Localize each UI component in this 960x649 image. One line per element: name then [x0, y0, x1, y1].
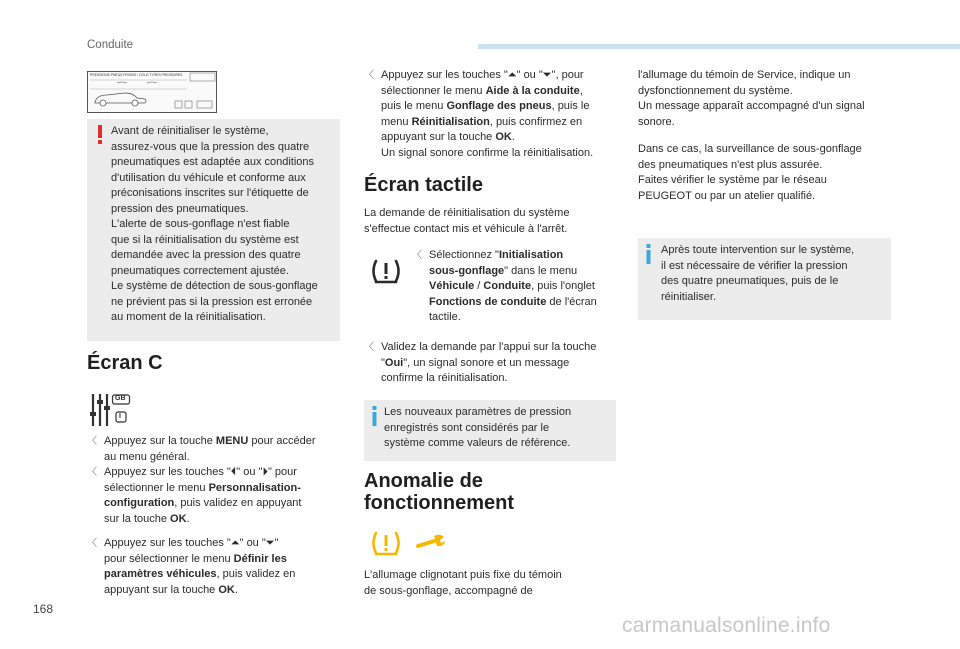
screen-c-steps-2	[87, 536, 342, 598]
tyre-pressure-warning-icon	[370, 258, 402, 286]
info-bar-icon	[646, 244, 651, 264]
step	[87, 434, 342, 465]
warning-line: demandée avec la pression des quatre	[111, 249, 301, 261]
text: Appuyez sur les touches "⏴" ou "⏵" pour	[104, 466, 297, 478]
warning-line: pneumatiques est adaptée aux conditions	[111, 156, 315, 168]
tab-name: Fonctions de conduite	[429, 295, 547, 308]
heading-line: fonctionnement	[364, 492, 514, 514]
screen-c-steps-1	[87, 434, 342, 527]
heading-ecran-c: Écran C	[87, 352, 163, 374]
text: de l'écran	[546, 295, 597, 308]
text: .	[186, 512, 190, 525]
text: Un signal sonore confirme la réinitialisation.	[381, 146, 594, 159]
key-menu: MENU	[215, 435, 249, 447]
heading-anomalie	[364, 470, 514, 514]
step-arrow-icon: 〈︎	[412, 250, 422, 261]
anomaly-text	[364, 568, 620, 599]
step-arrow-icon: 〈︎	[87, 538, 97, 549]
text: /	[474, 280, 484, 292]
menu-name: paramètres véhicules	[104, 568, 217, 580]
text: Appuyez sur les touches "⏶" ou "⏷"	[104, 537, 279, 549]
menu-name: Définir les	[233, 552, 287, 565]
key-ok: OK	[218, 583, 235, 596]
text: tactile.	[429, 311, 461, 323]
text: " dans le menu	[504, 264, 578, 277]
info-box	[364, 400, 616, 461]
warning-line: pneumatiques correctement ajustée.	[111, 264, 289, 277]
step	[364, 340, 622, 387]
text: des quatre pneumatiques, puis de le	[661, 275, 839, 287]
text: , puis confirmez en	[489, 115, 583, 128]
text: Validez la demande par l'appui sur la touche	[381, 341, 597, 353]
text: appuyant sur la touche	[381, 131, 496, 143]
menu-name: Initialisation	[498, 249, 564, 261]
tyre-pressure-label-image	[87, 71, 217, 113]
text: , puis validez en	[216, 568, 296, 580]
text: confirme la réinitialisation.	[381, 372, 508, 384]
text: Appuyez sur la touche	[104, 435, 216, 447]
menu-name: Conduite	[483, 280, 532, 292]
menu-name: configuration	[104, 497, 175, 509]
text: pour sélectionner le menu	[104, 552, 234, 565]
text: L'allumage clignotant puis fixe du témoin	[364, 569, 562, 581]
key-ok: OK	[170, 512, 187, 525]
text: dysfonctionnement du système.	[638, 84, 793, 97]
text: "	[381, 356, 385, 369]
text: , puis le	[551, 100, 590, 112]
warning-line: que si la réinitialisation du système est	[111, 233, 299, 246]
section-title: Conduite	[87, 39, 134, 51]
info-text	[384, 405, 614, 452]
text: Dans ce cas, la surveillance de sous-gonflage	[638, 143, 862, 155]
heading-ecran-tactile: Écran tactile	[364, 174, 483, 196]
info-text	[661, 243, 889, 305]
anomaly-advice	[638, 142, 898, 204]
touch-step	[412, 248, 622, 326]
warning-line: pression des pneumatiques.	[111, 202, 249, 215]
text: pour accéder	[248, 435, 316, 447]
info-bar-icon	[372, 406, 377, 426]
exclamation-icon	[96, 125, 104, 145]
anomaly-continued	[638, 68, 898, 130]
gb-label: GB	[115, 395, 126, 402]
text: sélectionner le menu	[381, 84, 486, 97]
warning-box	[87, 119, 340, 341]
text: Appuyez sur les touches "⏶" ou "⏷", pour	[381, 69, 584, 81]
page-number: 168	[33, 602, 54, 616]
menu-name: sous-gonflage	[429, 264, 505, 277]
text: réinitialiser.	[661, 290, 717, 303]
text: Un message apparaît accompagné d'un signal	[638, 100, 865, 112]
step-arrow-icon: 〈︎	[364, 342, 374, 353]
key-ok: OK	[495, 131, 512, 143]
text: il est nécessaire de vérifier la pression	[661, 259, 848, 272]
warning-line: d'utilisation du véhicule et conforme aux	[111, 171, 306, 184]
text: l'allumage du témoin de Service, indique un	[638, 69, 851, 81]
warning-line: Avant de réinitialiser le système,	[111, 125, 269, 137]
heading-line: Anomalie de	[364, 470, 483, 492]
text: ", un signal sonore et un message	[403, 356, 570, 369]
text: ,	[579, 84, 583, 97]
info-box-2	[638, 238, 891, 320]
text: système comme valeurs de référence.	[384, 437, 571, 449]
warning-line: Le système de détection de sous-gonflage	[111, 280, 318, 292]
menu-name: Personnalisation-	[208, 481, 301, 494]
text: La demande de réinitialisation du système	[364, 207, 570, 219]
menu-name: Gonflage des pneus	[446, 100, 552, 112]
warning-text	[111, 124, 339, 326]
i-label: I	[119, 413, 121, 420]
warning-line: ne prévient pas si la pression est erronée	[111, 295, 313, 308]
text: PEUGEOT ou par un atelier qualifié.	[638, 189, 816, 202]
menu-name: Aide à la conduite	[485, 84, 580, 97]
tyre-label-title: PRESSIONS PNEUS FROIDS / COLD TYRES PRESSURES	[90, 73, 183, 77]
text: , puis l'onglet	[531, 280, 595, 292]
step	[87, 465, 342, 527]
tyre-pressure-warning-icon-yellow	[370, 530, 402, 558]
menu-name: Véhicule	[429, 280, 475, 292]
validate-step	[364, 340, 622, 387]
watermark: carmanualsonline.info	[622, 614, 831, 637]
text: enregistrés sont considérés par le	[384, 421, 550, 434]
text: puis le menu	[381, 100, 447, 112]
sliders-menu-icon	[88, 392, 132, 428]
text: Faites vérifier le système par le réseau	[638, 174, 827, 186]
text: appuyant sur la touche	[104, 583, 219, 596]
step-arrow-icon: 〈︎	[87, 467, 97, 478]
text: des pneumatiques n'est plus assurée.	[638, 158, 823, 171]
touch-intro	[364, 206, 620, 237]
text: sur la touche	[104, 512, 171, 525]
text: sélectionner le menu	[104, 481, 209, 494]
menu-name: Réinitialisation	[411, 115, 490, 128]
driving-aid-step	[364, 68, 620, 161]
wrench-icon	[416, 532, 446, 552]
key-oui: Oui	[384, 356, 404, 369]
warning-line: L'alerte de sous-gonflage n'est fiable	[111, 218, 290, 230]
text: .	[511, 131, 515, 143]
step	[87, 536, 342, 598]
text: menu	[381, 115, 412, 128]
text: de sous-gonflage, accompagné de	[364, 584, 533, 597]
tyre-label-drawing	[87, 71, 217, 113]
text: Les nouveaux paramètres de pression	[384, 406, 572, 418]
step-arrow-icon: 〈︎	[364, 70, 374, 81]
text: , puis validez en appuyant	[174, 497, 302, 509]
text: Sélectionnez "	[429, 249, 499, 261]
text: s'effectue contact mis et véhicule à l'arrêt.	[364, 222, 568, 235]
text: .	[234, 583, 238, 596]
step	[364, 68, 620, 161]
text: au menu général.	[104, 450, 190, 463]
text: sonore.	[638, 115, 675, 128]
header-bar	[478, 44, 960, 49]
step	[412, 248, 622, 326]
step-arrow-icon: 〈︎	[87, 436, 97, 447]
warning-line: préconisations inscrites sur l'étiquette de	[111, 187, 309, 199]
warning-line: au moment de la réinitialisation.	[111, 311, 266, 323]
text: Après toute intervention sur le système,	[661, 244, 855, 256]
warning-line: assurez-vous que la pression des quatre	[111, 140, 310, 153]
